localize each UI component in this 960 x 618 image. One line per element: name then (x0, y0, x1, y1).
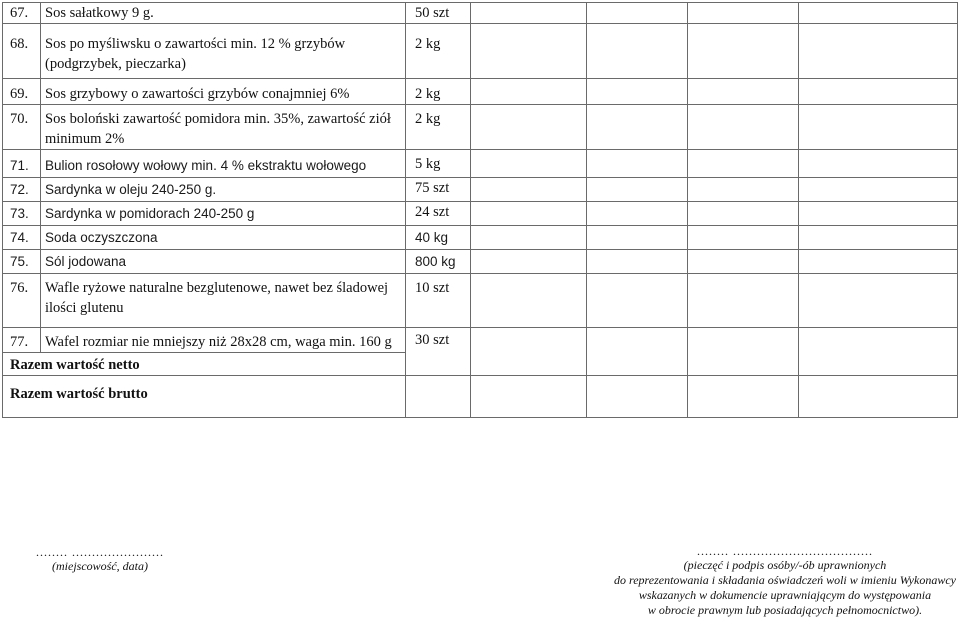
empty-cell (688, 3, 799, 24)
empty-cell (688, 150, 799, 178)
table-row (3, 250, 958, 274)
empty-cell (587, 226, 688, 250)
product-name: Sos grzybowy o zawartości grzybów conajmniej 6% (41, 79, 406, 105)
place-date-caption: (miejscowość, data) (52, 559, 148, 573)
empty-cell (471, 105, 587, 150)
empty-cell (799, 150, 958, 178)
empty-cell (799, 250, 958, 274)
empty-cell (471, 79, 587, 105)
table-row (3, 226, 958, 250)
empty-cell (799, 226, 958, 250)
table-row (3, 105, 958, 150)
table-row (3, 3, 958, 24)
gross-total-label: Razem wartość brutto (3, 376, 406, 418)
product-name: Sos po myśliwsku o zawartości min. 12 % grzybów (podgrzybek, pieczarka) (41, 24, 406, 79)
empty-cell (688, 376, 799, 418)
row-number: 74. (3, 226, 41, 250)
empty-cell (471, 376, 587, 418)
empty-cell (688, 250, 799, 274)
quantity: 800 kg (406, 250, 471, 274)
empty-cell (471, 226, 587, 250)
empty-cell (799, 105, 958, 150)
empty-cell (587, 376, 688, 418)
signature-block (565, 545, 960, 618)
signature-caption-1: (pieczęć i podpis osóby/-ób uprawnionych (683, 558, 887, 572)
empty-cell (471, 274, 587, 328)
signature-caption-3: wskazanych w dokumencie uprawniającym do występowania (638, 588, 932, 602)
product-name: Soda oczyszczona (41, 226, 406, 250)
table-row (3, 328, 958, 353)
product-name: Sos boloński zawartość pomidora min. 35%, zawartość ziół minimum 2% (41, 105, 406, 150)
empty-cell (799, 328, 958, 376)
empty-cell (587, 105, 688, 150)
empty-cell (587, 150, 688, 178)
product-name: Wafle ryżowe naturalne bezglutenowe, nawet bez śladowej ilości glutenu (41, 274, 406, 328)
product-name: Sardynka w pomidorach 240-250 g (41, 202, 406, 226)
empty-cell (688, 274, 799, 328)
empty-cell (471, 24, 587, 79)
empty-cell (471, 178, 587, 202)
empty-cell (688, 105, 799, 150)
quantity: 2 kg (406, 105, 471, 150)
empty-cell (471, 202, 587, 226)
empty-cell (799, 3, 958, 24)
row-number: 76. (3, 274, 41, 328)
table-row (3, 24, 958, 79)
empty-cell (406, 376, 471, 418)
row-number: 73. (3, 202, 41, 226)
empty-cell (587, 24, 688, 79)
place-date-line: ........ ....................... (36, 545, 164, 559)
empty-cell (471, 3, 587, 24)
empty-cell (471, 150, 587, 178)
row-number: 75. (3, 250, 41, 274)
empty-cell (587, 178, 688, 202)
empty-cell (799, 79, 958, 105)
empty-cell (799, 24, 958, 79)
quantity: 30 szt (406, 328, 471, 376)
quantity: 40 kg (406, 226, 471, 250)
empty-cell (688, 79, 799, 105)
product-name: Wafel rozmiar nie mniejszy niż 28x28 cm, waga min. 160 g (41, 328, 406, 353)
net-total-label: Razem wartość netto (3, 353, 406, 376)
quantity: 50 szt (406, 3, 471, 24)
signature-line: ........ ................................... (697, 544, 873, 558)
empty-cell (587, 3, 688, 24)
row-number: 70. (3, 105, 41, 150)
row-number: 68. (3, 24, 41, 79)
table-row (3, 376, 958, 418)
row-number: 67. (3, 3, 41, 24)
empty-cell (587, 328, 688, 376)
empty-cell (688, 328, 799, 376)
order-table (2, 2, 958, 418)
empty-cell (587, 202, 688, 226)
empty-cell (688, 202, 799, 226)
empty-cell (688, 178, 799, 202)
table-row (3, 150, 958, 178)
row-number: 69. (3, 79, 41, 105)
quantity: 75 szt (406, 178, 471, 202)
table-row (3, 79, 958, 105)
empty-cell (799, 274, 958, 328)
empty-cell (587, 79, 688, 105)
table-row (3, 178, 958, 202)
product-name: Sól jodowana (41, 250, 406, 274)
empty-cell (587, 250, 688, 274)
signature-caption-4: w obrocie prawnym lub posiadających pełnomocnictwo). (647, 603, 923, 617)
quantity: 2 kg (406, 79, 471, 105)
product-name: Sardynka w oleju 240-250 g. (41, 178, 406, 202)
signature-caption-2: do reprezentowania i składania oświadczeń woli w imieniu Wykonawcy (614, 573, 956, 587)
quantity: 2 kg (406, 24, 471, 79)
quantity: 10 szt (406, 274, 471, 328)
empty-cell (799, 202, 958, 226)
row-number: 77. (3, 328, 41, 353)
row-number: 71. (3, 150, 41, 178)
empty-cell (471, 250, 587, 274)
table-row (3, 274, 958, 328)
quantity: 5 kg (406, 150, 471, 178)
empty-cell (799, 376, 958, 418)
empty-cell (587, 274, 688, 328)
quantity: 24 szt (406, 202, 471, 226)
place-date-block (0, 545, 200, 573)
product-name: Bulion rosołowy wołowy min. 4 % ekstraktu wołowego (41, 150, 406, 178)
table-row (3, 202, 958, 226)
empty-cell (471, 328, 587, 376)
empty-cell (799, 178, 958, 202)
row-number: 72. (3, 178, 41, 202)
empty-cell (688, 24, 799, 79)
empty-cell (688, 226, 799, 250)
product-name: Sos sałatkowy 9 g. (41, 3, 406, 24)
